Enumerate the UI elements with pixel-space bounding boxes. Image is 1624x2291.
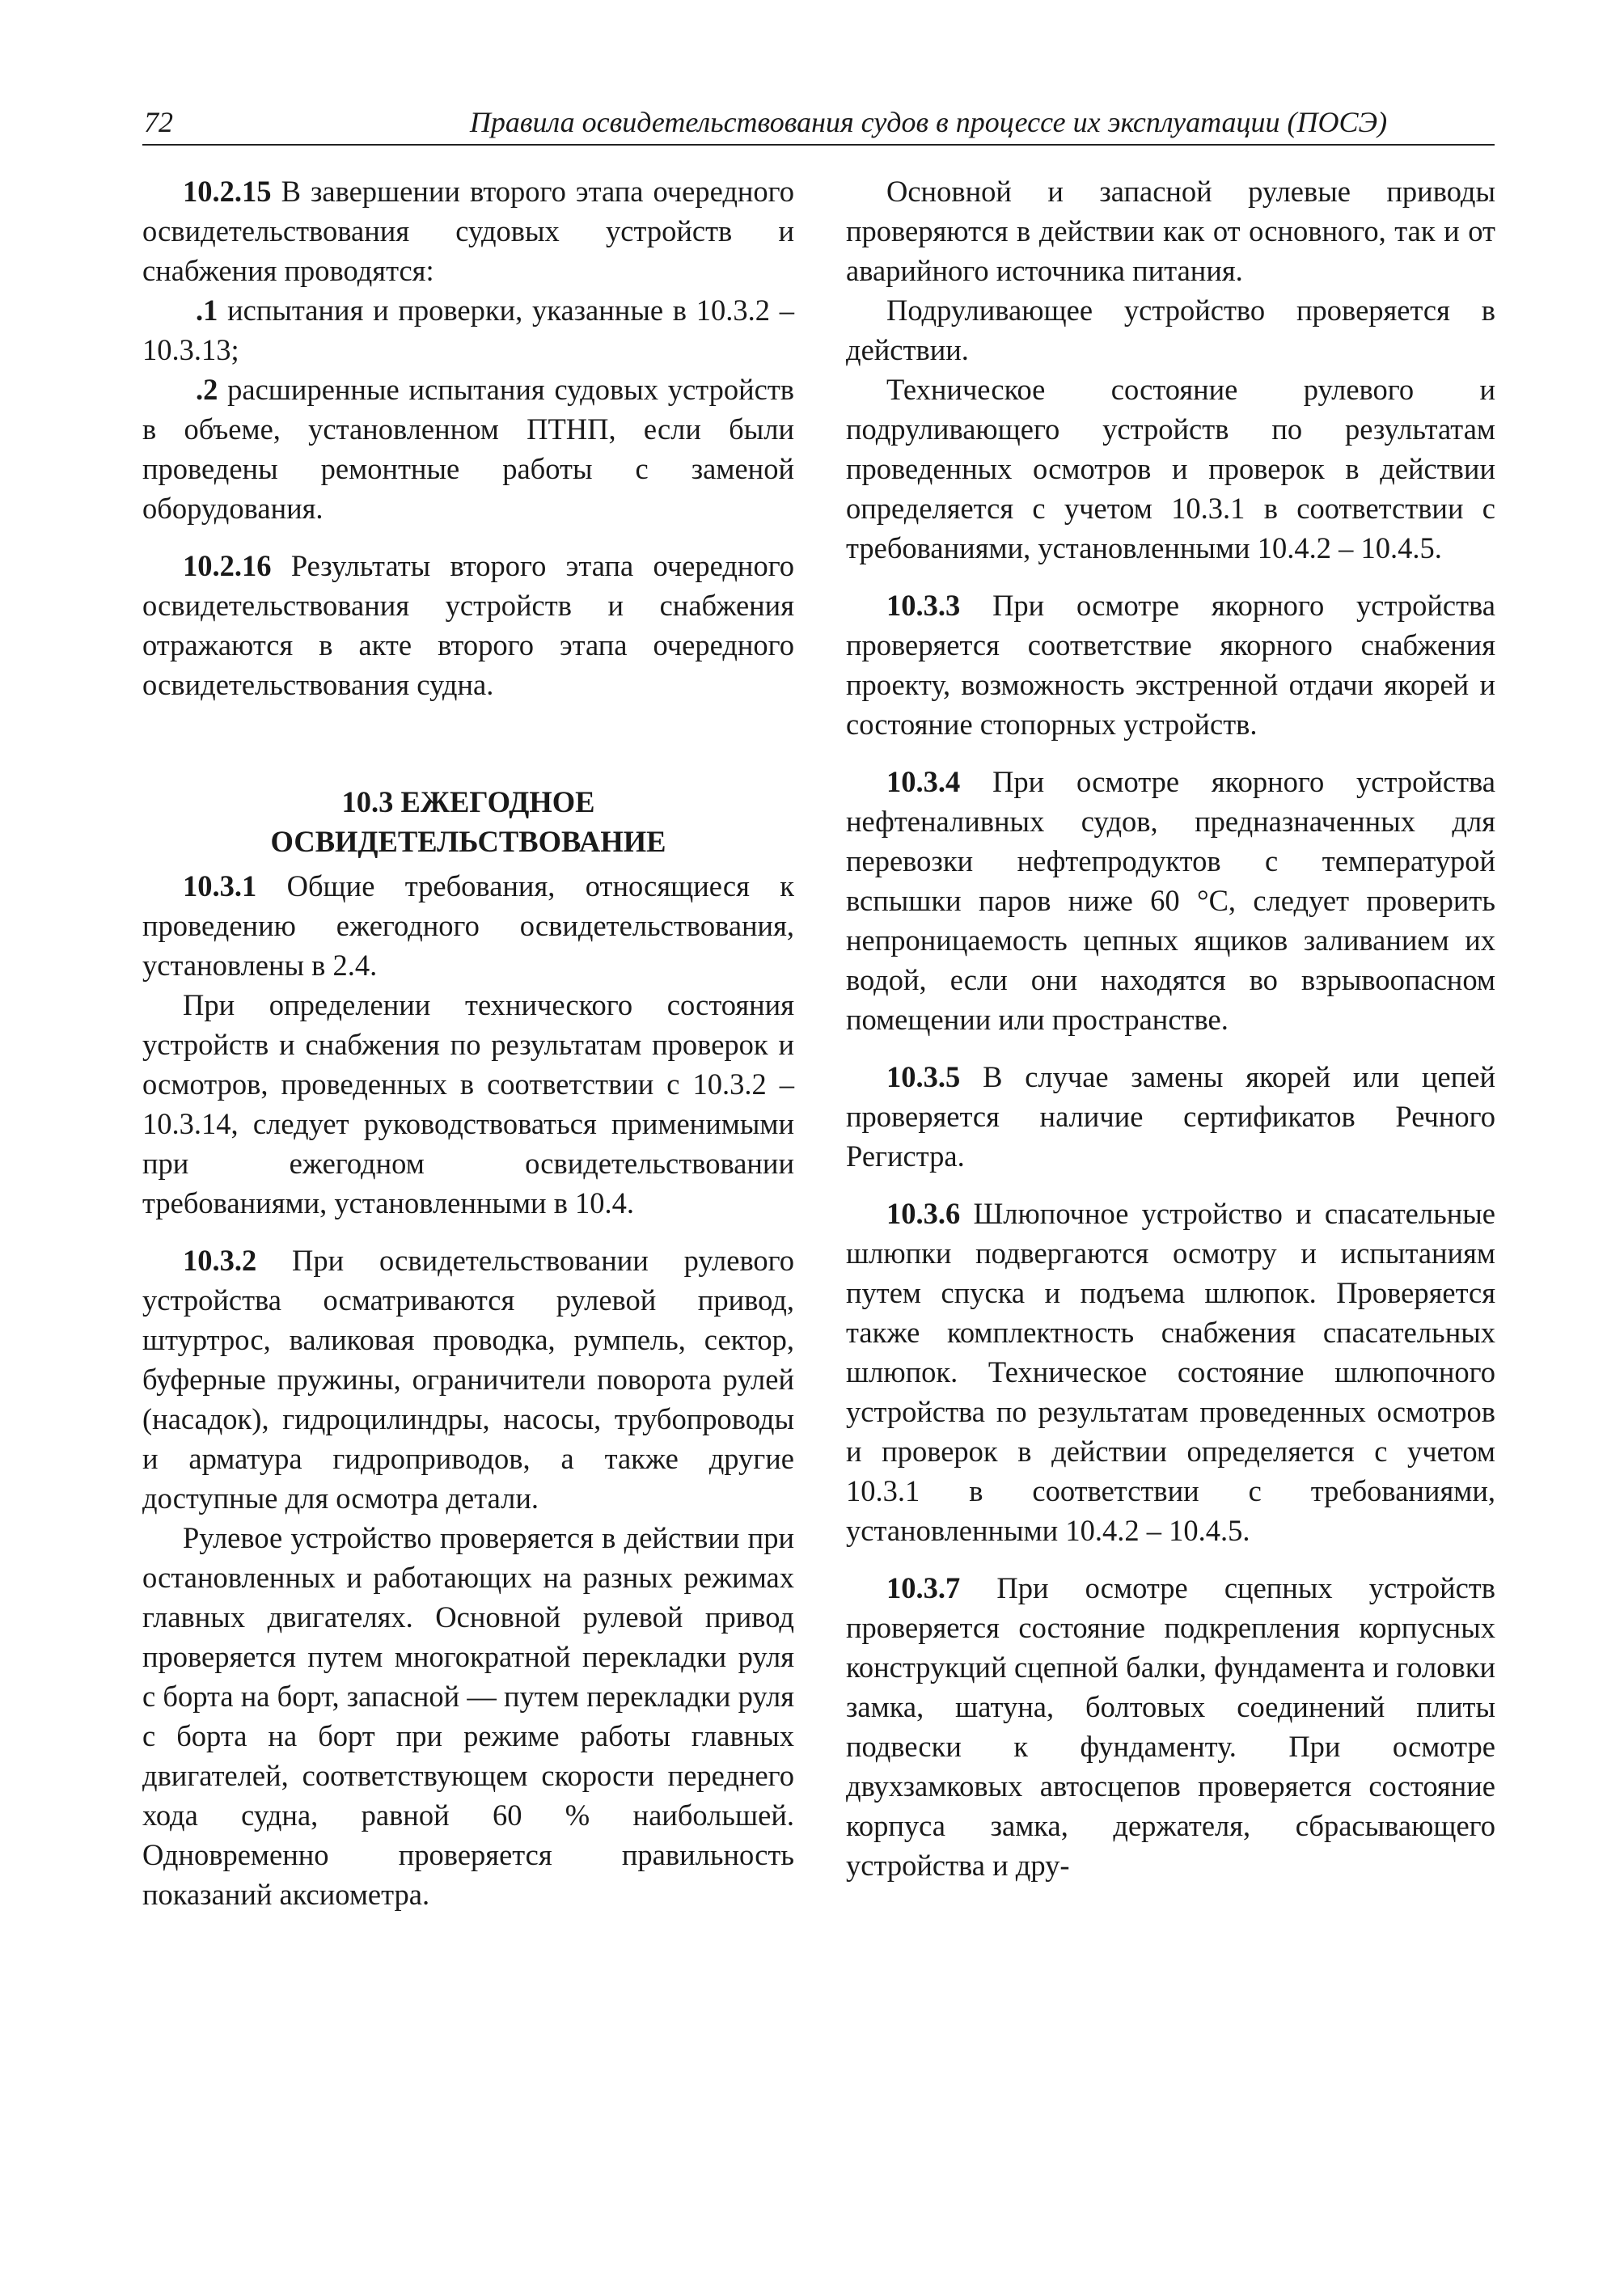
paragraph-10-3-2-continued: Рулевое устройство проверяется в действии при остановленных и работающих на разных режимах главных двигателях. Основной рулевой привод проверяется путем многократной перекладки руля с борта на борт, запасной — путем перекладки руля с борта на борт при режиме работы главных двигателей, соответствующем скорости переднего хода судна, равной 60 % наибольшей. Одновременно проверяется правильность показаний аксиометра. (142, 1521, 794, 1911)
paragraph-text: При осмотре якорного устройства нефтеналивных судов, предназначенных для перевозки нефтепродуктов с температурой вспышки паров ниже 60 °С, следует проверить непроницаемость цепных ящиков заливанием их водой, если они находятся во взрывоопасном помещении или пространстве. (846, 765, 1496, 1036)
paragraph-10-3-3 (846, 585, 1495, 744)
left-column (142, 171, 794, 1914)
running-title: Правила освидетельствования судов в процессе их эксплуатации (ПОСЭ) (469, 106, 1388, 138)
paragraph-technical-state: Техническое состояние рулевого и подруливающего устройств по результатам проведенных осмотров и проверок в действии определяется с учетом 10.3.1 в соответствии с требованиями, установленными 10.4.2 – 10.4.5. (846, 373, 1495, 564)
clause-number: 10.3.5 (886, 1060, 961, 1093)
paragraph-10-2-15 (142, 171, 794, 290)
clause-number: 10.3.2 (183, 1244, 257, 1277)
list-item-1 (142, 290, 794, 370)
paragraph-text: В завершении второго этапа очередного освидетельствования судовых устройств и снабжения проводятся: (142, 175, 794, 287)
paragraph-10-3-7 (846, 1568, 1495, 1885)
section-heading (142, 704, 794, 866)
section-heading-line-2: ОСВИДЕТЕЛЬСТВОВАНИЕ (270, 825, 666, 858)
paragraph-10-3-1-continued: При определении технического состояния устройств и снабжения по результатам проверок и осмотров, проведенных в соответствии с 10.3.2 – 10.3.14, следует руководствоваться применимыми при ежегодном освидетельствовании требованиями, установленными в 10.4. (142, 988, 794, 1219)
section-heading-line-1: 10.3 ЕЖЕГОДНОЕ (341, 785, 595, 818)
paragraph-steering-drives: Основной и запасной рулевые приводы проверяются в действии как от основного, так и от аварийного источника питания. (846, 175, 1495, 287)
list-item-2 (142, 370, 794, 528)
running-header (142, 104, 1495, 146)
item-text: расширенные испытания судовых устройств в объеме, установленном ПТНП, если были проведены ремонтные работы с заменой оборудования. (142, 373, 795, 525)
paragraph-text: Шлюпочное устройство и спасательные шлюпки подвергаются осмотру и испытаниям путем спуска и подъема шлюпок. Проверяется также комплектность снабжения спасательных шлюпок. Техническое состояние шлюпочного устройства по результатам проведенных осмотров и проверок в действии определяется с учетом 10.3.1 в соответствии с требованиями, установленными 10.4.2 – 10.4.5. (846, 1197, 1495, 1547)
clause-number: 10.3.6 (886, 1197, 961, 1230)
page-number: 72 (144, 106, 173, 138)
item-number: .2 (196, 373, 218, 406)
paragraph-text: Результаты второго этапа очередного освидетельствования устройств и снабжения отражаются в акте второго этапа очередного освидетельствования судна. (142, 549, 795, 701)
clause-number: 10.3.3 (886, 589, 961, 622)
paragraph-text: В случае замены якорей или цепей проверяется наличие сертификатов Речного Регистра. (846, 1060, 1495, 1173)
paragraph-thruster: Подруливающее устройство проверяется в действии. (846, 294, 1495, 366)
paragraph-text: При осмотре якорного устройства проверяется соответствие якорного снабжения проекту, возможность экстренной отдачи якорей и состояние стопорных устройств. (846, 589, 1496, 741)
paragraph-text: При осмотре сцепных устройств проверяется состояние подкрепления корпусных конструкций сцепной балки, фундамента и головки замка, шатуна, болтовых соединений плиты подвески к фундаменту. При осмотре двухзамковых автосцепов проверяется состояние корпуса замка, держателя, сбрасывающего устройства и дру- (846, 1571, 1495, 1882)
paragraph-10-3-1 (142, 866, 794, 985)
clause-number: 10.3.1 (183, 869, 257, 902)
item-text: испытания и проверки, указанные в 10.3.2 – 10.3.13; (142, 294, 795, 366)
clause-number: 10.2.15 (183, 175, 272, 208)
paragraph-10-2-16 (142, 546, 794, 704)
clause-number: 10.2.16 (183, 549, 272, 582)
paragraph-10-3-5 (846, 1057, 1495, 1176)
clause-number: 10.3.7 (886, 1571, 961, 1604)
paragraph-10-3-6 (846, 1194, 1495, 1550)
paragraph-10-3-4 (846, 762, 1495, 1039)
paragraph-10-3-2 (142, 1241, 794, 1518)
clause-number: 10.3.4 (886, 765, 961, 798)
item-number: .1 (196, 294, 218, 327)
paragraph-text: Общие требования, относящиеся к проведению ежегодного освидетельствования, установлены в 2.4. (142, 869, 794, 982)
right-column (846, 171, 1495, 1885)
paragraph-text: При освидетельствовании рулевого устройства осматриваются рулевой привод, штуртрос, валиковая проводка, румпель, сектор, буферные пружины, ограничители поворота рулей (насадок), гидроцилиндры, насосы, трубопроводы и арматура гидроприводов, а также другие доступные для осмотра детали. (142, 1244, 794, 1515)
